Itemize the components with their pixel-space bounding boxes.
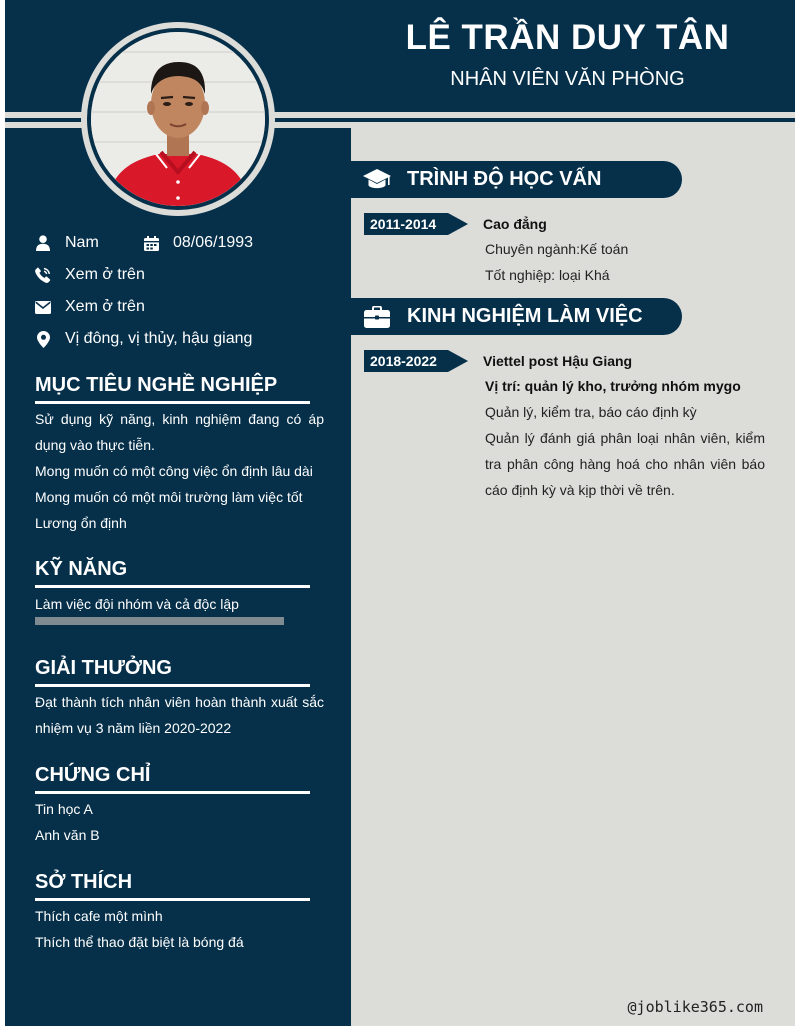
hobbies-heading: SỞ THÍCH — [35, 871, 310, 901]
candidate-name: LÊ TRẦN DUY TÂN — [405, 18, 730, 57]
education-heading-bar — [351, 161, 682, 198]
contact-birthday — [143, 234, 253, 252]
experience-duty: Quản lý, kiểm tra, báo cáo định kỳ — [485, 404, 697, 420]
address-value: Vị đông, vị thủy, hậu giang — [65, 330, 253, 347]
objective-text — [35, 406, 324, 536]
awards-heading: GIẢI THƯỞNG — [35, 657, 310, 687]
awards-text: Đạt thành tích nhân viên hoàn thành xuất sắc nhiệm vụ 3 năm liền 2020-2022 — [35, 694, 324, 736]
candidate-job-title: NHÂN VIÊN VĂN PHÒNG — [450, 68, 685, 90]
skill-level-bar — [35, 617, 284, 625]
hobby-item: Thích cafe một mình — [35, 908, 163, 924]
certificates-list — [35, 796, 324, 848]
experience-period: 2018-2022 — [370, 353, 437, 369]
avatar-portrait — [91, 32, 265, 206]
experience-position: Vị trí: quản lý kho, trưởng nhóm mygo — [485, 378, 741, 394]
briefcase-icon — [363, 303, 391, 331]
objective-line: Sử dụng kỹ năng, kinh nghiệm đang có áp dụng vào thực tiễn. — [35, 411, 324, 453]
skill-name: Làm việc đội nhóm và cả độc lập — [35, 596, 239, 612]
envelope-icon — [35, 299, 51, 315]
person-icon — [35, 235, 51, 251]
education-major: Chuyên ngành:Kế toán — [485, 241, 629, 257]
hobbies-list — [35, 903, 324, 955]
experience-company: Viettel post Hậu Giang — [483, 353, 633, 369]
email-value: Xem ở trên — [65, 298, 145, 315]
contact-email — [35, 298, 145, 316]
certificates-heading: CHỨNG CHỈ — [35, 764, 310, 794]
graduation-cap-icon — [363, 166, 391, 194]
contact-address — [35, 330, 252, 348]
hobby-item: Thích thể thao đặt biệt là bóng đá — [35, 934, 244, 950]
objective-line: Mong muốn có một môi trường làm việc tốt — [35, 489, 303, 505]
avatar-frame — [81, 22, 275, 216]
birthday-value: 08/06/1993 — [173, 234, 254, 251]
objective-heading: MỤC TIÊU NGHỀ NGHIỆP — [35, 374, 310, 404]
education-period-badge — [364, 213, 468, 235]
certificate-item: Tin học A — [35, 801, 93, 817]
avatar — [91, 32, 265, 206]
education-graduation: Tốt nghiệp: loại Khá — [485, 267, 610, 283]
gender-value: Nam — [65, 234, 99, 251]
map-pin-icon — [35, 331, 51, 347]
education-heading: TRÌNH ĐỘ HỌC VẤN — [407, 168, 602, 190]
experience-heading: KINH NGHIỆM LÀM VIỆC — [407, 305, 643, 327]
calendar-icon — [143, 235, 159, 251]
left-sidebar — [5, 128, 351, 1026]
contact-gender — [35, 234, 99, 252]
contact-phone — [35, 266, 145, 284]
objective-line: Lương ổn định — [35, 515, 127, 531]
cv-page — [5, 0, 795, 1026]
experience-heading-bar — [351, 298, 682, 335]
phone-icon — [35, 267, 51, 283]
watermark-text: @joblike365.com — [627, 998, 763, 1016]
avatar-border — [87, 28, 269, 210]
education-school: Cao đẳng — [483, 216, 547, 232]
experience-duty: Quản lý đánh giá phân loại nhân viên, kiểm tra phân công hàng hoá cho nhân viên báo cáo định kỳ và kịp thời về trên. — [485, 430, 765, 498]
phone-value: Xem ở trên — [65, 266, 145, 283]
objective-line: Mong muốn có một công việc ổn định lâu dài — [35, 463, 313, 479]
skills-heading: KỸ NĂNG — [35, 558, 310, 588]
certificate-item: Anh văn B — [35, 827, 100, 843]
experience-period-badge — [364, 350, 468, 372]
education-period: 2011-2014 — [370, 216, 437, 232]
